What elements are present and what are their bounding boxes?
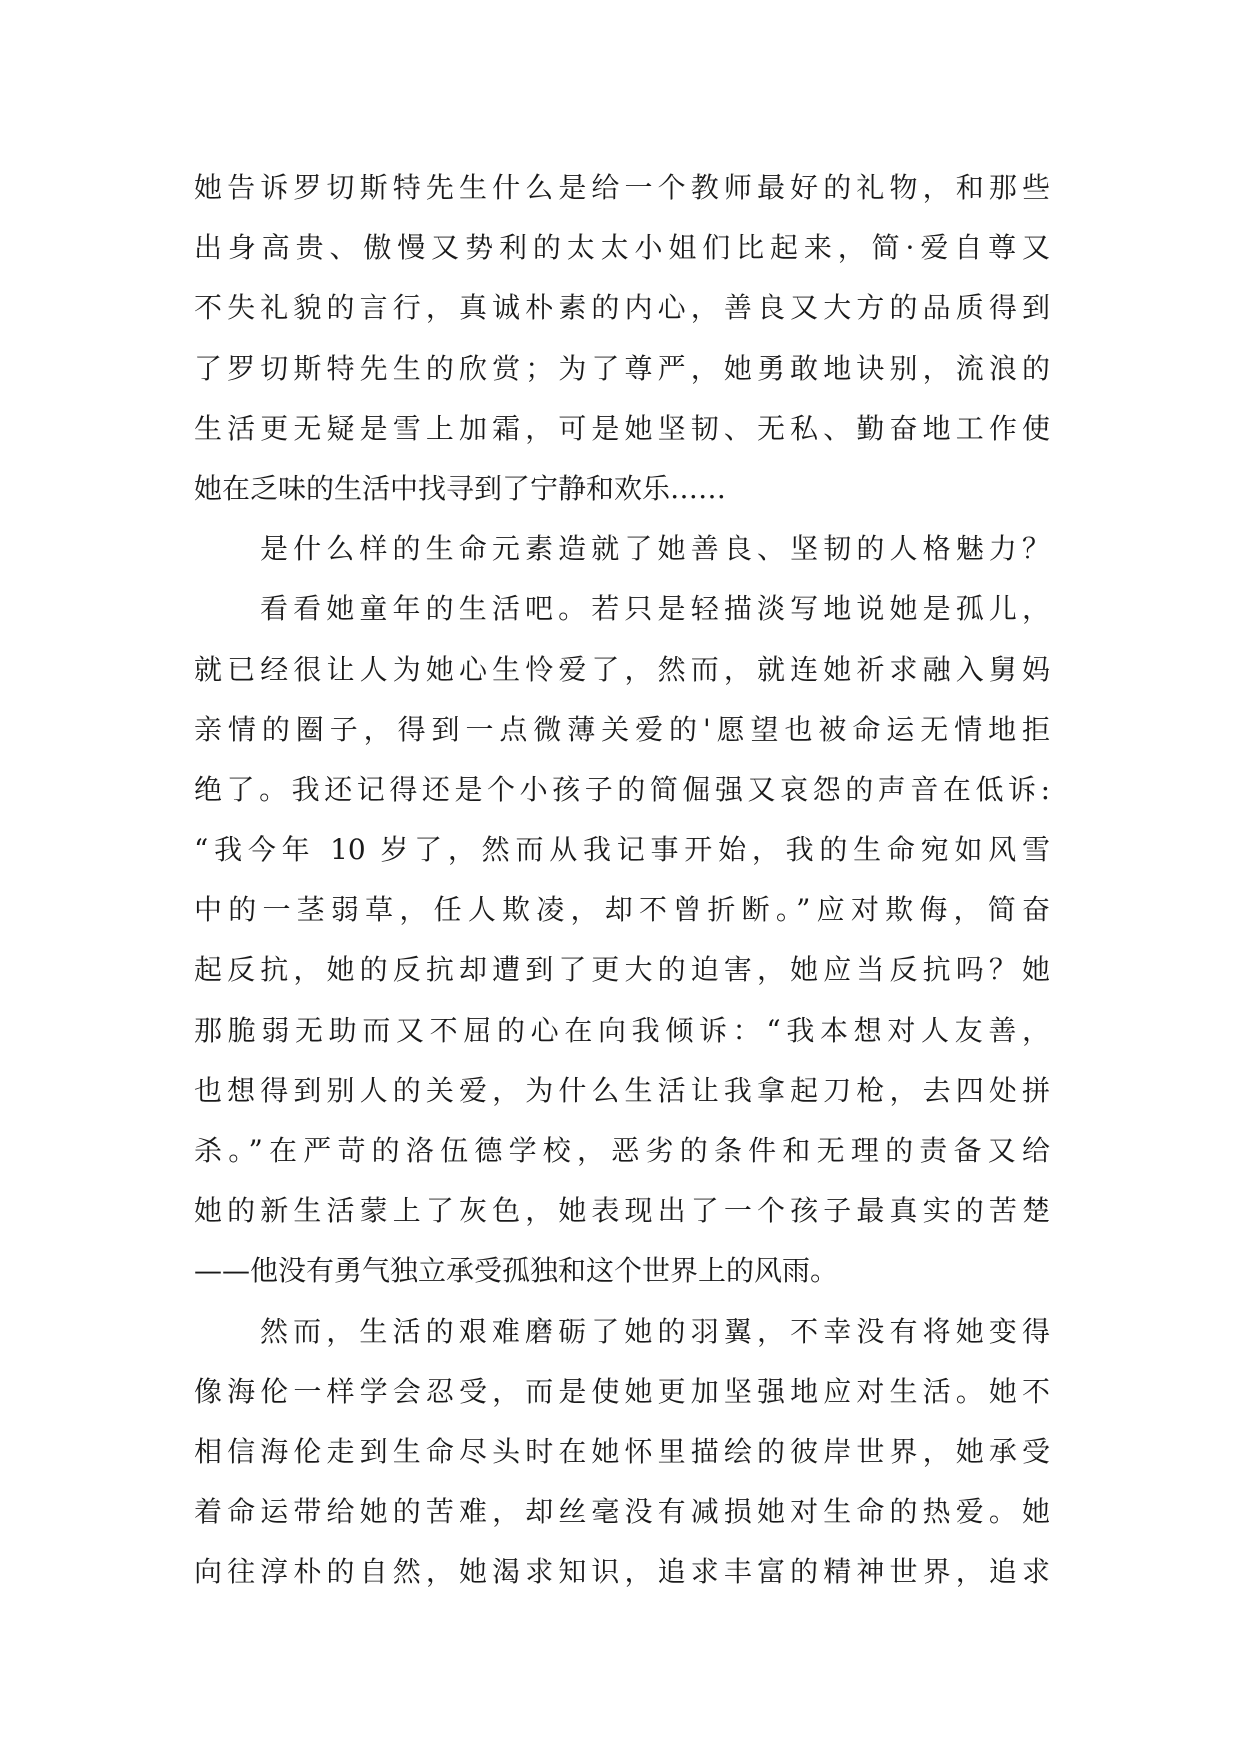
text-line: 向往淳朴的自然，她渴求知识，追求丰富的精神世界，追求: [194, 1555, 1050, 1589]
text-line: 杀。”在严苛的洛伍德学校，恶劣的条件和无理的责备又给: [194, 1134, 1050, 1167]
text-line: 生活更无疑是雪上加霜，可是她坚韧、无私、勤奋地工作使: [194, 411, 1050, 445]
text-line: 绝了。我还记得还是个小孩子的简倔强又哀怨的声音在低诉:: [194, 772, 1050, 806]
text-line: 她告诉罗切斯特先生什么是给一个教师最好的礼物，和那些: [194, 171, 1050, 204]
text-line: 像海伦一样学会忍受，而是使她更加坚强地应对生活。她不: [194, 1374, 1050, 1408]
text-line: 中的一茎弱草，任人欺凌，却不曾折断。”应对欺侮，简奋: [194, 893, 1050, 927]
text-line: 亲情的圈子，得到一点微薄关爱的'愿望也被命运无情地拒: [194, 712, 1050, 746]
text-line: 出身高贵、傲慢又势利的太太小姐们比起来，简·爱自尊又: [194, 231, 1050, 265]
text-line: 就已经很让人为她心生怜爱了，然而，就连她祈求融入舅妈: [194, 652, 1050, 686]
text-line: 起反抗，她的反抗却遭到了更大的迫害，她应当反抗吗？她: [194, 953, 1050, 987]
text-line: “我今年 10 岁了，然而从我记事开始，我的生命宛如风雪: [194, 833, 1050, 867]
text-line: 相信海伦走到生命尽头时在她怀里描绘的彼岸世界，她承受: [194, 1434, 1050, 1468]
text-line: 是什么样的生命元素造就了她善良、坚韧的人格魅力？: [260, 532, 1050, 566]
text-line: 那脆弱无助而又不屈的心在向我倾诉：“我本想对人友善，: [194, 1013, 1050, 1047]
text-line: 着命运带给她的苦难，却丝毫没有减损她对生命的热爱。她: [194, 1495, 1050, 1529]
text-line: 她在乏味的生活中找寻到了宁静和欢乐……: [194, 471, 727, 505]
text-line: 了罗切斯特先生的欣赏；为了尊严，她勇敢地诀别，流浪的: [194, 351, 1050, 385]
text-line: 也想得到别人的关爱，为什么生活让我拿起刀枪，去四处拼: [194, 1073, 1050, 1107]
text-line: 不失礼貌的言行，真诚朴素的内心，善良又大方的品质得到: [194, 291, 1050, 325]
text-line: 看看她童年的生活吧。若只是轻描淡写地说她是孤儿，: [260, 592, 1050, 626]
text-line: ——他没有勇气独立承受孤独和这个世界上的风雨。: [194, 1254, 839, 1288]
body-text: [194, 158, 1050, 1603]
text-line: 然而，生活的艰难磨砺了她的羽翼，不幸没有将她变得: [260, 1314, 1050, 1348]
text-line: 她的新生活蒙上了灰色，她表现出了一个孩子最真实的苦楚: [194, 1194, 1050, 1228]
